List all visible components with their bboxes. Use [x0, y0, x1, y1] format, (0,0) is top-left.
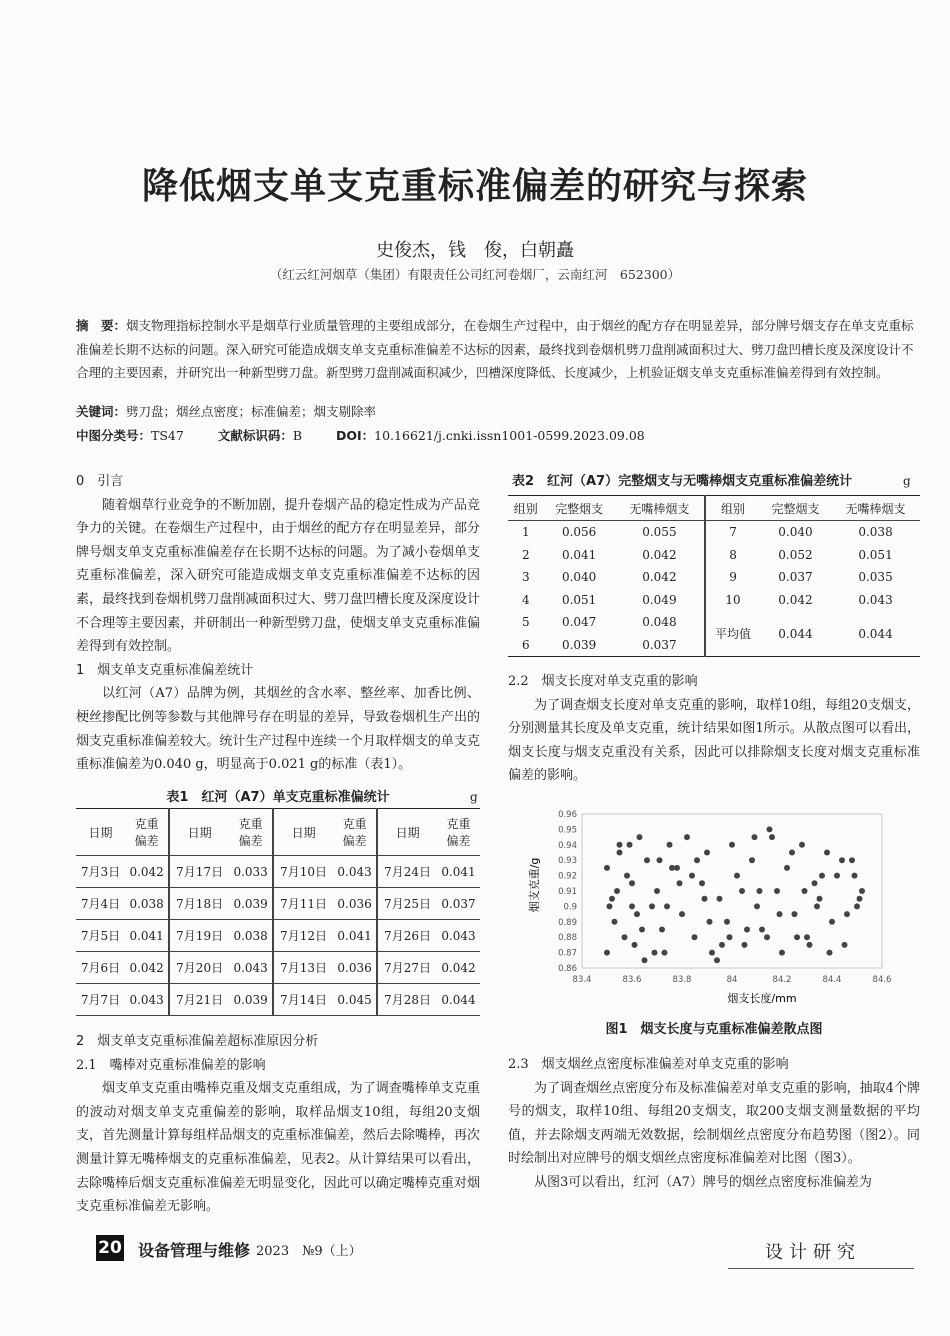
fig1-y-tick-label: 0.91 — [558, 887, 577, 897]
authors: 史俊杰，钱 俊，白朝矗 — [376, 240, 574, 261]
fig1-point — [814, 903, 820, 909]
table2-header — [508, 496, 920, 521]
fig1-point — [859, 888, 865, 894]
t1-dev-cell: 0.045 — [333, 984, 377, 1016]
table2-row — [508, 544, 920, 567]
t1-dev-cell: 0.033 — [229, 856, 273, 888]
t1-dev-cell: 0.036 — [333, 888, 377, 920]
fig1-point — [789, 850, 795, 856]
fig1-y-tick-label: 0.87 — [558, 948, 577, 959]
fig1-point — [707, 919, 713, 925]
t1-dev-cell: 0.042 — [437, 952, 480, 984]
t1-dev-cell: 0.039 — [229, 984, 273, 1016]
t1-date-cell: 7月27日 — [377, 952, 437, 984]
fig1-point — [824, 850, 830, 856]
t2-cell: 0.039 — [544, 634, 615, 657]
t2-cell: 0.047 — [561, 615, 597, 630]
column-name: 设计研究 — [765, 1242, 861, 1263]
t1-dev-cell: 0.043 — [229, 952, 273, 984]
fig1-plot-area — [582, 814, 882, 968]
fig1-point — [667, 842, 673, 848]
t1-dev-cell: 0.044 — [437, 984, 480, 1016]
fig1-point — [764, 934, 770, 940]
fig1-point — [659, 927, 665, 933]
t1-date-cell: 7月25日 — [377, 888, 437, 920]
fig1-point — [642, 957, 648, 963]
footer-rule — [728, 1268, 914, 1269]
t2-cell: 0.042 — [778, 592, 813, 607]
fig1-point — [827, 950, 833, 956]
t1-date-head: 日期 — [377, 809, 437, 856]
t1-date-cell: 7月5日 — [76, 920, 125, 952]
fig1-point — [669, 865, 675, 871]
left-column-top — [76, 470, 480, 777]
cls-number: 中图分类号：TS47 — [76, 428, 184, 443]
journal-name: 设备管理与维修 — [138, 1241, 251, 1260]
t2-avg-cell: 0.044 — [760, 611, 831, 657]
t1-dev-head: 克重 偏差 — [125, 809, 169, 856]
fig1-point — [657, 857, 663, 863]
doc-code: 文献标识码：B — [217, 428, 303, 443]
paper-title: 降低烟支单支克重标准偏差的研究与探索 — [141, 166, 808, 207]
t1-date-cell: 7月4日 — [76, 888, 125, 920]
fig1-point — [817, 896, 823, 902]
fig1-x-tick-label: 84.2 — [772, 975, 792, 985]
t1-dev-cell: 0.043 — [333, 856, 377, 888]
fig1-y-tick-label: 0.93 — [558, 856, 577, 867]
fig1-point — [717, 896, 723, 902]
section-2-3-text: 为了调查烟丝点密度分布及标准偏差对单支克重的影响，抽取4个牌号的烟支，取样10组、每组20支烟支，取200支烟支测量数据的平均值，并去除烟支两端无效数据，绘制烟丝点密度分布趋势图（图2）。同时绘制出对应牌号的烟支烟丝点密度标准偏差对比图（图3）。 — [508, 1080, 920, 1167]
abstract — [76, 314, 914, 385]
fig1-point — [617, 842, 623, 848]
fig1-point — [749, 857, 755, 863]
t2-cell: 2 — [521, 547, 530, 562]
fig1-point — [604, 950, 610, 956]
t1-dev-cell: 0.041 — [125, 920, 169, 952]
t1-date-cell: 7月19日 — [169, 920, 229, 952]
fig1-point — [689, 873, 695, 879]
table2-row — [508, 521, 920, 544]
fig1-point — [854, 903, 860, 909]
t2-cell: 0.051 — [858, 547, 893, 562]
t1-date-cell: 7月17日 — [169, 856, 229, 888]
keywords — [76, 402, 914, 420]
fig1-x-tick-label: 84.6 — [872, 975, 892, 985]
fig1-point — [759, 927, 765, 933]
fig1-point — [622, 934, 628, 940]
section-0-text: 随着烟草行业竞争的不断加剧，提升卷烟产品的稳定性成为产品竞争力的关键。在卷烟生产过程中，由于烟丝的配方存在明显差异，部分牌号烟支单支克重标准偏差存在长期不达标的问题。为了减小卷烟单支克重标准偏差，深入研究可能造成烟支单支克重标准偏差不达标的因素，最终找到卷烟机劈刀盘削减面积过大、劈刀盘凹槽长度及深度设计不合理等主要因素，并研制出一种新型劈刀盘，使烟支单支克重标准偏差得到有效控制。 — [76, 497, 480, 655]
fig1-point — [679, 911, 685, 917]
fig1-point — [754, 903, 760, 909]
fig1-point — [739, 888, 745, 894]
fig1-point — [702, 896, 708, 902]
t2-cell: 0.042 — [615, 544, 705, 567]
table1-row — [76, 856, 480, 888]
t2-cell: 0.037 — [778, 570, 813, 585]
journal-issue: 2023 №9（上） — [256, 1244, 362, 1259]
left-column-bottom — [76, 1030, 480, 1219]
fig1-point — [724, 919, 730, 925]
t1-date-cell: 7月3日 — [76, 856, 125, 888]
fig1-point — [644, 857, 650, 863]
t2-cell: 0.051 — [561, 592, 597, 607]
fig1-point — [677, 880, 683, 886]
t2-cell: 8 — [729, 547, 737, 562]
fig1-y-tick-label: 0.89 — [558, 917, 577, 928]
table2-caption: 表2 红河（A7）完整烟支与无嘴棒烟支克重标准偏差统计 — [512, 474, 853, 489]
fig1-point — [792, 911, 798, 917]
section-2-3-text-2: 从图3可以看出，红河（A7）牌号的烟丝点密度标准偏差为 — [534, 1174, 872, 1190]
t1-dev-cell: 0.037 — [437, 888, 480, 920]
fig1-point — [727, 934, 733, 940]
t2-cell: 4 — [521, 592, 530, 607]
fig1-point — [612, 919, 618, 925]
fig1-y-tick-label: 0.94 — [558, 840, 577, 851]
fig1-point — [794, 934, 800, 940]
section-2-2-text: 为了调查烟支长度对单支克重的影响，取样10组，每组20支烟支，分别测量其长度及单支克重，统计结果如图1所示。从散点图可以看出，烟支长度与烟支克重没有关系，因此可以排除烟支长度对烟支克重标准偏差的影响。 — [508, 697, 920, 784]
table1-row — [76, 920, 480, 952]
fig1-point — [609, 896, 615, 902]
fig1-x-tick-label: 83.6 — [622, 975, 642, 985]
fig1-point — [639, 927, 645, 933]
page-number: 20 — [96, 1235, 124, 1261]
t1-dev-cell: 0.041 — [437, 856, 480, 888]
t2-full-head: 完整烟支 — [544, 496, 615, 521]
fig1-point — [652, 950, 658, 956]
fig1-point — [752, 834, 758, 840]
affiliation: （红云红河烟草（集团）有限责任公司红河卷烟厂，云南红河 652300） — [269, 267, 681, 282]
t1-date-cell: 7月20日 — [169, 952, 229, 984]
fig1-y-tick-label: 0.96 — [558, 810, 577, 820]
figure1-scatter-chart — [520, 800, 900, 1010]
t1-dev-cell: 0.042 — [125, 856, 169, 888]
t2-cell: 10 — [725, 592, 741, 607]
fig1-x-tick-label: 84.4 — [822, 975, 842, 985]
fig1-point — [664, 903, 670, 909]
fig1-point — [684, 834, 690, 840]
fig1-point — [692, 934, 698, 940]
table2-row — [508, 589, 920, 612]
fig1-point — [842, 942, 848, 948]
t1-date-cell: 7月24日 — [377, 856, 437, 888]
section-2-3-heading: 2.3 烟支烟丝点密度标准偏差对单支克重的影响 — [508, 1057, 789, 1072]
t2-cell: 9 — [729, 570, 737, 585]
section-2-heading: 2 烟支单支克重标准偏差超标准原因分析 — [76, 1034, 319, 1049]
fig1-point — [852, 873, 858, 879]
t1-date-cell: 7月12日 — [273, 920, 333, 952]
section-1-text: 以红河（A7）品牌为例，其烟丝的含水率、整丝率、加香比例、梗丝掺配比例等参数与其他牌号存在明显的差异，导致卷烟机生产出的烟支克重标准偏差较大。统计生产过程中连续一个月取样烟支的单支克重标准偏差为0.040 g，明显高于0.021 g的标准（表1）。 — [76, 686, 480, 773]
fig1-point — [829, 919, 835, 925]
t1-date-head: 日期 — [169, 809, 229, 856]
t2-cell: 0.035 — [858, 570, 893, 585]
fig1-point — [654, 888, 660, 894]
fig1-point — [729, 842, 735, 848]
fig1-y-tick-label: 0.88 — [558, 933, 577, 944]
t2-cell: 0.042 — [615, 566, 705, 589]
table1-row — [76, 984, 480, 1016]
fig1-point — [742, 942, 748, 948]
t2-cell: 0.056 — [561, 525, 597, 540]
table1-row — [76, 952, 480, 984]
t1-dev-head: 克重 偏差 — [229, 809, 273, 856]
fig1-point — [769, 834, 775, 840]
keywords-text: 劈刀盘；烟丝点密度；标准偏差；烟支剔除率 — [126, 404, 377, 419]
fig1-point — [839, 857, 845, 863]
t2-cell: 0.037 — [615, 634, 705, 657]
t2-cell: 0.048 — [615, 611, 705, 634]
fig1-point — [627, 842, 633, 848]
t2-cell: 7 — [729, 525, 737, 540]
t2-avg-cell: 0.044 — [831, 611, 920, 657]
fig1-point — [844, 911, 850, 917]
table2-unit: g — [903, 474, 911, 488]
table1-header — [76, 809, 480, 856]
fig1-point — [709, 950, 715, 956]
t1-date-cell: 7月14日 — [273, 984, 333, 1016]
fig1-point — [757, 888, 763, 894]
t2-cell: 1 — [521, 525, 530, 540]
t1-dev-head: 克重 偏差 — [437, 809, 480, 856]
fig1-point — [804, 934, 810, 940]
fig1-point — [744, 927, 750, 933]
keywords-label: 关键词： — [76, 404, 127, 419]
t1-dev-cell: 0.043 — [437, 920, 480, 952]
t2-cell: 0.040 — [561, 570, 597, 585]
t1-date-head: 日期 — [273, 809, 333, 856]
fig1-y-tick-label: 0.92 — [558, 871, 577, 882]
t2-cell: 0.040 — [778, 525, 813, 540]
fig1-point — [799, 842, 805, 848]
fig1-point — [694, 857, 700, 863]
fig1-point — [624, 873, 630, 879]
table1-row — [76, 888, 480, 920]
fig1-point — [614, 888, 620, 894]
fig1-point — [704, 850, 710, 856]
t2-cell: 6 — [508, 634, 544, 657]
t2-cell: 0.041 — [561, 547, 597, 562]
fig1-point — [649, 903, 655, 909]
fig1-point — [629, 903, 635, 909]
fig1-point — [734, 873, 740, 879]
fig1-x-tick-label: 83.8 — [672, 975, 692, 985]
t2-nofilter-head: 无嘴棒烟支 — [831, 496, 920, 521]
fig1-point — [634, 911, 640, 917]
t1-date-cell: 7月28日 — [377, 984, 437, 1016]
t2-cell: 0.038 — [858, 525, 893, 540]
t2-cell: 5 — [521, 615, 530, 630]
t2-cell: 0.049 — [615, 589, 705, 612]
t2-group-head: 组别 — [508, 496, 544, 521]
t1-date-cell: 7月18日 — [169, 888, 229, 920]
table1-unit: g — [470, 790, 478, 804]
section-1-heading: 1 烟支单支克重标准偏差统计 — [76, 662, 254, 678]
t1-date-cell: 7月10日 — [273, 856, 333, 888]
t1-dev-head: 克重 偏差 — [333, 809, 377, 856]
fig1-point — [719, 942, 725, 948]
t1-dev-cell: 0.038 — [229, 920, 273, 952]
fig1-point — [617, 850, 623, 856]
section-2-1-text: 烟支单支克重由嘴棒克重及烟支克重组成，为了调查嘴棒单支克重的波动对烟支单支克重偏差的影响，取样品烟支10组，每组20支烟支，首先测量计算每组样品烟支的克重标准偏差，然后去除嘴棒，再次测量计算无嘴棒烟支的克重标准偏差，见表2。从计算结果可以看出，去除嘴棒后烟支克重标准偏差无明显变化，因此可以确定嘴棒克重对烟支克重标准偏差无影响。 — [76, 1081, 480, 1215]
fig1-x-tick-label: 83.4 — [572, 975, 592, 985]
section-2-1-heading: 2.1 嘴棒对克重标准偏差的影响 — [76, 1057, 266, 1073]
doi: DOI：10.16621/j.cnki.issn1001-0599.2023.09.08 — [336, 428, 645, 443]
section-0-heading: 0 引言 — [76, 474, 124, 489]
t1-date-cell: 7月7日 — [76, 984, 125, 1016]
fig1-point — [802, 888, 808, 894]
t2-full-head: 完整烟支 — [760, 496, 831, 521]
fig1-point — [629, 880, 635, 886]
fig1-point — [784, 865, 790, 871]
fig1-point — [714, 957, 720, 963]
fig1-point — [632, 942, 638, 948]
fig1-point — [812, 880, 818, 886]
t1-date-cell: 7月11日 — [273, 888, 333, 920]
t1-dev-cell: 0.041 — [333, 920, 377, 952]
fig1-point — [834, 873, 840, 879]
t1-dev-cell: 0.043 — [125, 984, 169, 1016]
table1 — [76, 808, 480, 1016]
t1-date-cell: 7月6日 — [76, 952, 125, 984]
table2-row — [508, 566, 920, 589]
fig1-point — [767, 826, 773, 832]
fig1-y-tick-label: 0.9 — [563, 902, 577, 913]
fig1-point — [662, 950, 668, 956]
fig1-point — [637, 834, 643, 840]
abstract-text: 烟支物理指标控制水平是烟草行业质量管理的主要组成部分，在卷烟生产过程中，由于烟丝的配方存在明显差异，部分牌号烟支存在单支克重标准偏差长期不达标的问题。深入研究可能造成烟支单支克重标准偏差不达标的因素，最终找到卷烟机劈刀盘削减面积过大、劈刀盘凹槽长度及深度设计不合理的主要因素，并研究出一种新型劈刀盘。新型劈刀盘削减面积减少，凹槽深度降低、长度减少，上机验证烟支单支克重标准偏差得到有效控制。 — [76, 318, 914, 380]
t1-date-cell: 7月26日 — [377, 920, 437, 952]
fig1-point — [774, 888, 780, 894]
t1-dev-cell: 0.038 — [125, 888, 169, 920]
right-column-bottom — [508, 1053, 920, 1195]
t1-date-cell: 7月13日 — [273, 952, 333, 984]
table1-caption: 表1 红河（A7）单支克重标准偏统计 — [166, 790, 390, 805]
fig1-y-tick-label: 0.95 — [558, 825, 577, 836]
fig1-point — [819, 873, 825, 879]
fig1-x-axis-label: 烟支长度/mm — [727, 992, 797, 1005]
t2-group-head: 组别 — [705, 496, 760, 521]
t1-date-cell: 7月21日 — [169, 984, 229, 1016]
fig1-point — [849, 857, 855, 863]
fig1-point — [779, 950, 785, 956]
t1-dev-cell: 0.042 — [125, 952, 169, 984]
fig1-x-tick-label: 84 — [726, 975, 738, 985]
abstract-label: 摘 要： — [76, 318, 127, 333]
t2-cell: 0.055 — [615, 521, 705, 544]
fig1-point — [604, 865, 610, 871]
section-2-2-heading: 2.2 烟支长度对单支克重的影响 — [508, 674, 698, 689]
table2-row — [508, 611, 920, 634]
t2-nofilter-head: 无嘴棒烟支 — [615, 496, 705, 521]
t2-avg-label: 平均值 — [705, 611, 760, 657]
figure1-caption: 图1 烟支长度与克重标准偏差散点图 — [605, 1022, 823, 1037]
t1-dev-cell: 0.036 — [333, 952, 377, 984]
t2-cell: 0.043 — [858, 592, 893, 607]
t2-cell: 3 — [521, 570, 530, 585]
t1-date-head: 日期 — [76, 809, 125, 856]
table2 — [508, 495, 920, 657]
right-column-top — [508, 670, 920, 788]
fig1-point — [857, 896, 863, 902]
fig1-y-tick-label: 0.86 — [558, 964, 577, 974]
fig1-y-axis-label: 烟支克重/g — [528, 857, 541, 913]
t2-cell: 0.052 — [778, 547, 813, 562]
classification-line — [76, 426, 914, 444]
fig1-point — [807, 942, 813, 948]
fig1-point — [777, 911, 783, 917]
fig1-point — [607, 903, 613, 909]
t1-dev-cell: 0.039 — [229, 888, 273, 920]
fig1-point — [699, 880, 705, 886]
